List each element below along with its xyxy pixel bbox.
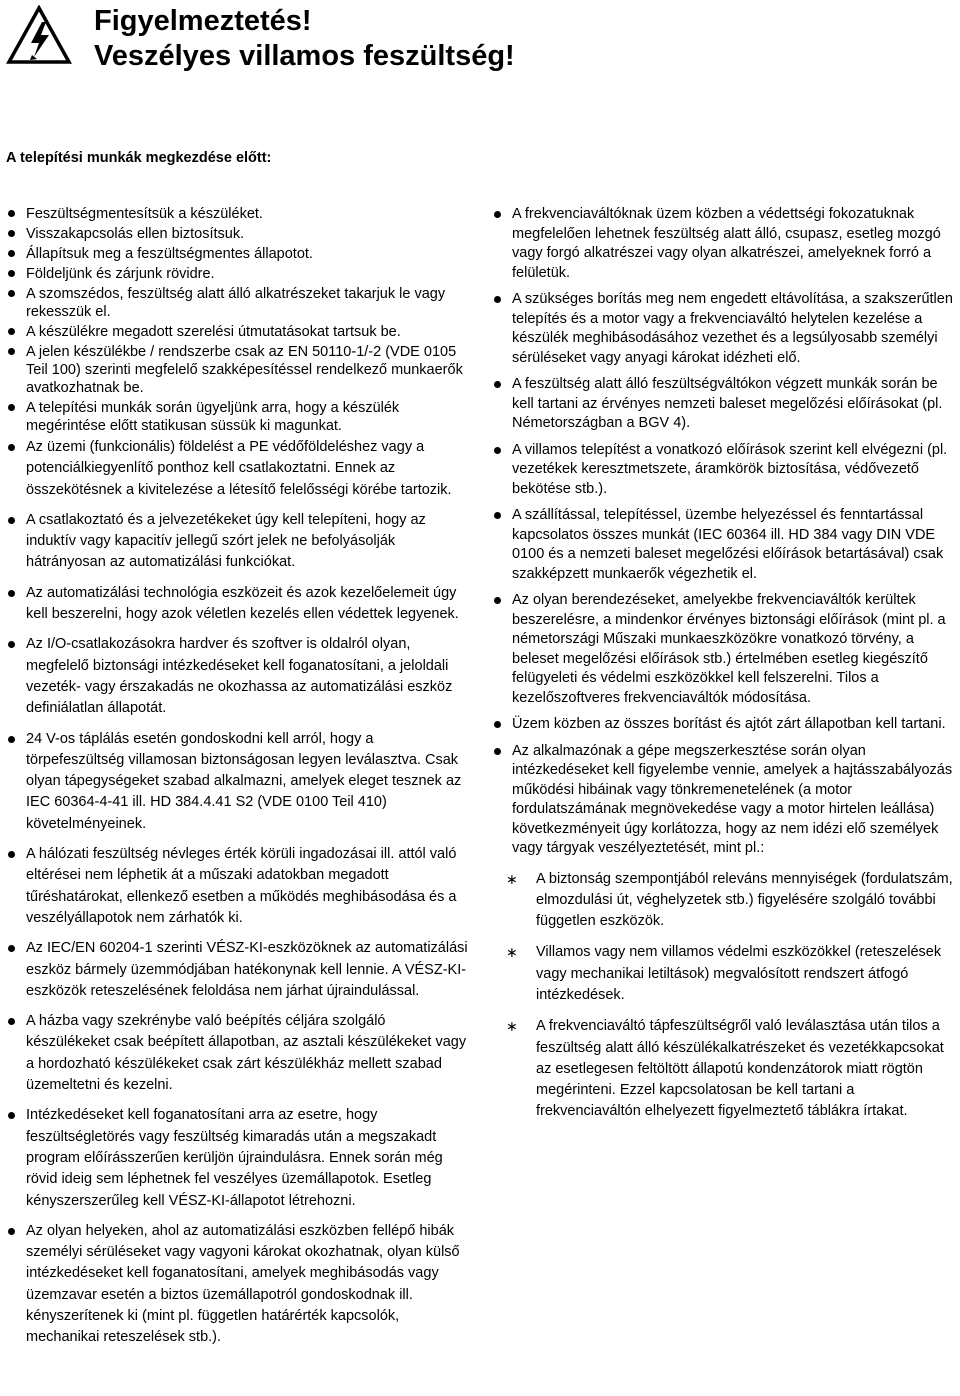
bullet-icon: [494, 447, 501, 454]
page-title: [94, 4, 515, 74]
list-item: A házba vagy szekrénybe való beépítés céljára szolgáló készülékeket csak beépített állapotban, az asztali készülékeket vagy a hordozható készülékeket csak zárt készülékház mellett szabad üzemeltetni és kezelni.: [0, 1011, 472, 1096]
bullet-icon: [494, 296, 501, 303]
list-item: Földeljünk és zárjunk rövidre.: [0, 265, 472, 283]
list-item: Az olyan helyeken, ahol az automatizálási eszközben fellépő hibák személyi sérüléseket vagy vagyoni károkat okozhatnak, olyan külső intézkedéseket kell foganatosítani, amelyek meghibásodás vagy üzemzavar esetén a biztos üzemállapotról gondoskodnak ill. kényszerítenek ki (mint pl. független határérték kapcsolók, mechanikai reteszelések stb.).: [0, 1221, 472, 1349]
list-item: Az alkalmazónak a gépe megszerkesztése során olyan intézkedéseket kell figyelembe vennie, amelyek a hajtásszabályozás működési hibáinak vagy tönkremenetelének (a motor fordulatszámának megnövekedése vagy a motor hirtelen leállása) következményeit úgy korlátozza, hogy az nem idézi elő személyek vagy tárgyak veszélyeztetését, mint pl.: ∗ A biztonság szempontjából releváns mennyiségek (fordulatszám, elmozdulási út, véghelyzetek stb.) figyelésére szolgáló további független eszközök. ∗ Villamos vagy nem villamos védelmi eszközökkel (reteszelések vagy mechanikai letiltások) megvalósított rendszert átfogó intézkedések. ∗ A frekvenciaváltó tápfeszültségről való leválasztása után tilos a feszültség alatt álló készülékalkatrészeket és vezetékkapcsokat az esetlegesen feltöltött állapotú kondenzátorok miatt rögtön megérinteni. Ezzel kapcsolatosan be kell tartani a frekvenciaváltón elhelyezett figyelmeztető táblákra írtakat.: [486, 742, 960, 1123]
sub-list-item: ∗ A frekvenciaváltó tápfeszültségről való leválasztása után tilos a feszültség alatt álló készülékalkatrészeket és vezetékkapcsokat az esetlegesen feltöltött állapotú kondenzátorok miatt rögtön megérinteni. Ezzel kapcsolatosan be kell tartani a frekvenciaváltón elhelyezett figyelmeztető táblákra írtakat.: [506, 1018, 944, 1120]
sub-list-item: ∗ Villamos vagy nem villamos védelmi eszközökkel (reteszelések vagy mechanikai letiltások) megvalósított rendszert átfogó intézkedések.: [506, 944, 942, 1003]
bullet-icon: [8, 210, 15, 217]
bullet-icon: [494, 512, 501, 519]
bullet-icon: [8, 230, 15, 237]
list-item: A készülékre megadott szerelési útmutatásokat tartsuk be.: [0, 323, 472, 341]
asterisk-bullet-icon: ∗: [506, 944, 518, 961]
bullet-icon: [8, 590, 15, 597]
left-column-list: [0, 205, 472, 1358]
bullet-icon: [8, 945, 15, 952]
list-item: A frekvenciaváltóknak üzem közben a védettségi fokozatuknak megfelelően lehetnek feszültség alatt álló, csupasz, esetleg mozgó vagy forgó alkatrészei vagy olyan alkatrészei, amelyeknek forró a felületük.: [486, 205, 960, 283]
bullet-icon: [8, 1228, 15, 1235]
bullet-icon: [8, 404, 15, 411]
bullet-icon: [8, 641, 15, 648]
bullet-icon: [8, 851, 15, 858]
list-item: Az üzemi (funkcionális) földelést a PE védőföldeléshez vagy a potenciálkiegyenlítő ponthoz kell csatlakoztatni. Ennek az összekötésnek a kivitelezése a létesítő felelősségi körébe tartozik.: [0, 437, 472, 501]
list-item: A szomszédos, feszültség alatt álló alkatrészeket takarjuk le vagy rekesszük el.: [0, 285, 472, 321]
title-line-2: Veszélyes villamos feszültség!: [94, 40, 515, 72]
bullet-icon: [8, 328, 15, 335]
title-line-1: Figyelmeztetés!: [94, 5, 312, 37]
list-item: Intézkedéseket kell foganatosítani arra az esetre, hogy feszültségletörés vagy feszültség kimaradás után a megszakadt program előírásszerűen kerüljön újraindulásra. Ennek során még rövid ideig sem léphetnek fel veszélyes üzemállapotok. Esetleg kényszerszerűleg kell VÉSZ-KI-állapotot létrehozni.: [0, 1105, 472, 1211]
list-item: A telepítési munkák során ügyeljünk arra, hogy a készülék megérintése előtt statikusan süssük ki magunkat.: [0, 399, 472, 435]
list-item: Állapítsuk meg a feszültségmentes állapotot.: [0, 245, 472, 263]
asterisk-bullet-icon: ∗: [506, 1018, 518, 1035]
bullet-icon: [494, 381, 501, 388]
list-item: A csatlakoztató és a jelvezetékeket úgy kell telepíteni, hogy az induktív vagy kapacitív jellegű szórt jelek ne befolyásolják hátrányosan az automatizálási funkciókat.: [0, 510, 472, 574]
bullet-icon: [8, 444, 15, 451]
list-item: A jelen készülékbe / rendszerbe csak az EN 50110-1/-2 (VDE 0105 Teil 100) szerinti megfelelő szakképesítéssel rendelkező munkaerők avatkozhatnak be.: [0, 343, 472, 397]
list-item: A feszültség alatt álló feszültségváltókon végzett munkák során be kell tartani az érvényes nemzeti baleset megelőzési előírásokat (pl. Németországban a BGV 4).: [486, 375, 960, 434]
bullet-icon: [494, 721, 501, 728]
bullet-icon: [494, 597, 501, 604]
asterisk-bullet-icon: ∗: [506, 870, 518, 887]
list-item: A szükséges borítás meg nem engedett eltávolítása, a szakszerűtlen telepítés és a motor vagy a frekvenciaváltó helytelen kezelése a készülék meghibásodásához vezethet és a legsúlyosabb személyi sérüléseket vagy anyagi károkat idézheti elő.: [486, 290, 960, 368]
bullet-icon: [494, 211, 501, 218]
list-item: A szállítással, telepítéssel, üzembe helyezéssel és fenntartással kapcsolatos összes munkát (IEC 60364 ill. HD 384 vagy DIN VDE 0100 és a nemzeti baleset megelőzési előírások betartásával) csak szakképzett munkaerők végezhetik el.: [486, 506, 960, 584]
list-item: Feszültségmentesítsük a készüléket.: [0, 205, 472, 223]
bullet-icon: [8, 290, 15, 297]
bullet-icon: [8, 517, 15, 524]
list-item: Üzem közben az összes borítást és ajtót zárt állapotban kell tartani.: [486, 715, 960, 735]
list-item: A villamos telepítést a vonatkozó előírások szerint kell elvégezni (pl. vezetékek keresztmetszete, áramkörök biztosítása, védővezető bekötése stb.).: [486, 441, 960, 500]
sub-list-item: ∗ A biztonság szempontjából releváns mennyiségek (fordulatszám, elmozdulási út, véghelyzetek stb.) figyelésére szolgáló további független eszközök.: [506, 870, 953, 930]
bullet-icon: [8, 736, 15, 743]
list-item: Az IEC/EN 60204-1 szerinti VÉSZ-KI-eszközöknek az automatizálási eszköz bármely üzemmódjában hatékonynak kell lennie. A VÉSZ-KI-eszközök reteszelésének feloldása nem járhat újraindulással.: [0, 938, 472, 1002]
bullet-icon: [8, 348, 15, 355]
list-item: Visszakapcsolás ellen biztosítsuk.: [0, 225, 472, 243]
list-item: Az olyan berendezéseket, amelyekbe frekvenciaváltók kerültek beszerelésre, a mindenkor érvényes biztonsági előírások (mint pl. a németországi Műszaki munkaeszközökre vonatkozó törvény, a beleset megelőzési előírások stb.) értelmében esetleg kiegészítő felügyeleti és védelmi eszközökkel kell felszerelni. Tilos a kezelőszoftveres frekvenciaváltók módosítása.: [486, 591, 960, 708]
list-item: A hálózati feszültség névleges érték körüli ingadozásai ill. attól való eltérései nem léphetik át a műszaki adatokban megadott tűréshatárokat, ellenkező esetben a működés meghibásodása és a veszélyállapotok nem zárhatók ki.: [0, 844, 472, 929]
bullet-icon: [8, 1112, 15, 1119]
bullet-icon: [494, 748, 501, 755]
sub-list: [506, 869, 960, 1123]
bullet-icon: [8, 270, 15, 277]
bullet-icon: [8, 1018, 15, 1025]
list-item: 24 V-os táplálás esetén gondoskodni kell arról, hogy a törpefeszültség villamosan biztonságosan legyen leválasztva. Csak olyan tápegységeket szabad alkalmazni, amelyek eleget tesznek az IEC 60364-4-41 ill. HD 384.4.41 S2 (VDE 0100 Teil 410) követelményeinek.: [0, 729, 472, 835]
section-heading: A telepítési munkák megkezdése előtt:: [6, 150, 272, 166]
high-voltage-warning-icon: [6, 5, 72, 65]
list-item: Az I/O-csatlakozásokra hardver és szoftver is oldalról olyan, megfelelő biztonsági intézkedéseket kell foganatosítani, a jeloldali vezeték- vagy érszakadás ne okozhassa az automatizálási eszköz definiálatlan állapotát.: [0, 634, 472, 719]
bullet-icon: [8, 250, 15, 257]
list-item: Az automatizálási technológia eszközeit és azok kezelőelemeit úgy kell beszerelni, hogy azok véletlen kezelés ellen védettek legyenek.: [0, 583, 472, 626]
right-column-list: [486, 205, 960, 1133]
